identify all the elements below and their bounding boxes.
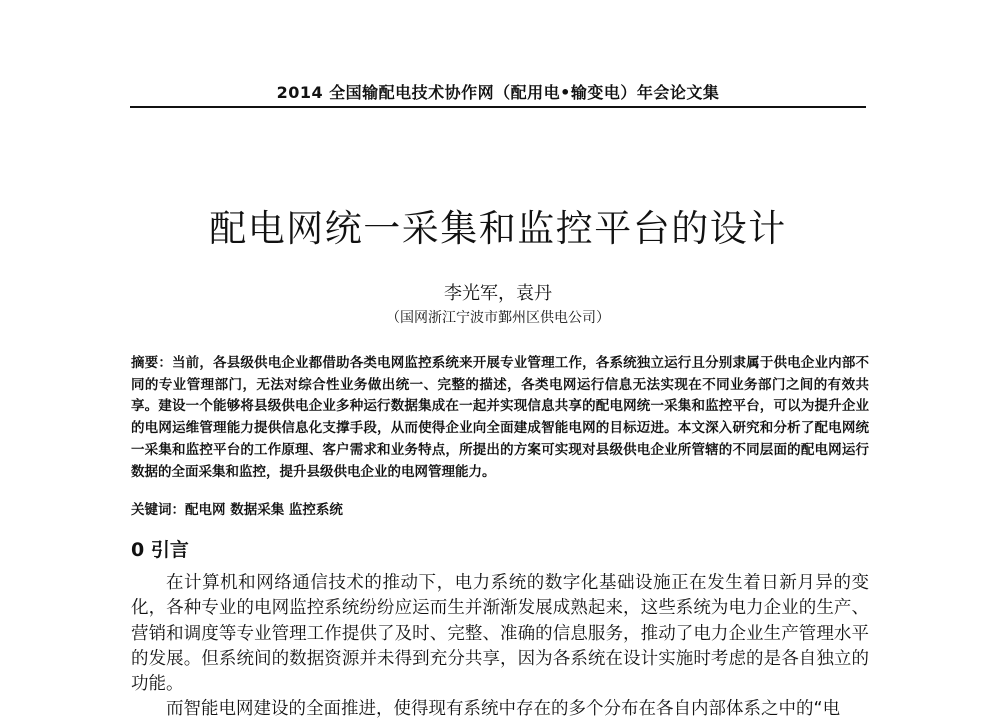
- section-heading: 0 引言: [131, 539, 189, 561]
- keywords-text: 配电网 数据采集 监控系统: [185, 502, 343, 518]
- abstract-label: 摘要：: [131, 355, 173, 371]
- abstract-text: 当前，各县级供电企业都借助各类电网监控系统来开展专业管理工作，各系统独立运行且分别隶属于供电企业内部不同的专业管理部门，无法对综合性业务做出统一、完整的描述，各类电网运行信息无法实现在不同业务部门之间的有效共享。建设一个能够将县级供电企业多种运行数据集成在一起并实现信息共享的配电网统一采集和监控平台，可以为提升企业的电网运维管理能力提供信息化支撑手段，从而使得企业向全面建成智能电网的目标迈进。本文深入研究和分析了配电网统一采集和监控平台的工作原理、客户需求和业务特点，所提出的方案可实现对县级供电企业所管辖的不同层面的配电网运行数据的全面采集和监控，提升县级供电企业的电网管理能力。: [131, 355, 870, 480]
- paper-title: 配电网统一采集和监控平台的设计: [209, 207, 787, 250]
- body-paragraph: 在计算机和网络通信技术的推动下，电力系统的数字化基础设施正在发生着日新月异的变化，各种专业的电网监控系统纷纷应运而生并渐渐发展成熟起来，这些系统为电力企业的生产、营销和调度等专业管理工作提供了及时、完整、准确的信息服务，推动了电力企业生产管理水平的发展。但系统间的数据资源并未得到充分共享，因为各系统在设计实施时考虑的是各自独立的功能。: [131, 573, 869, 695]
- keywords-label: 关键词：: [131, 502, 185, 518]
- header-rule: [130, 106, 866, 108]
- abstract: [131, 353, 869, 483]
- running-header: 2014 全国输配电技术协作网（配用电•输变电）年会论文集: [276, 83, 720, 102]
- body-paragraph: 而智能电网建设的全面推进，使得现有系统中存在的多个分布在各自内部体系之中的“电: [166, 699, 841, 720]
- affiliation: （国网浙江宁波市鄞州区供电公司）: [386, 310, 610, 326]
- authors: 李光军，袁丹: [444, 283, 552, 304]
- keywords: [131, 500, 869, 521]
- body-text: [131, 571, 869, 723]
